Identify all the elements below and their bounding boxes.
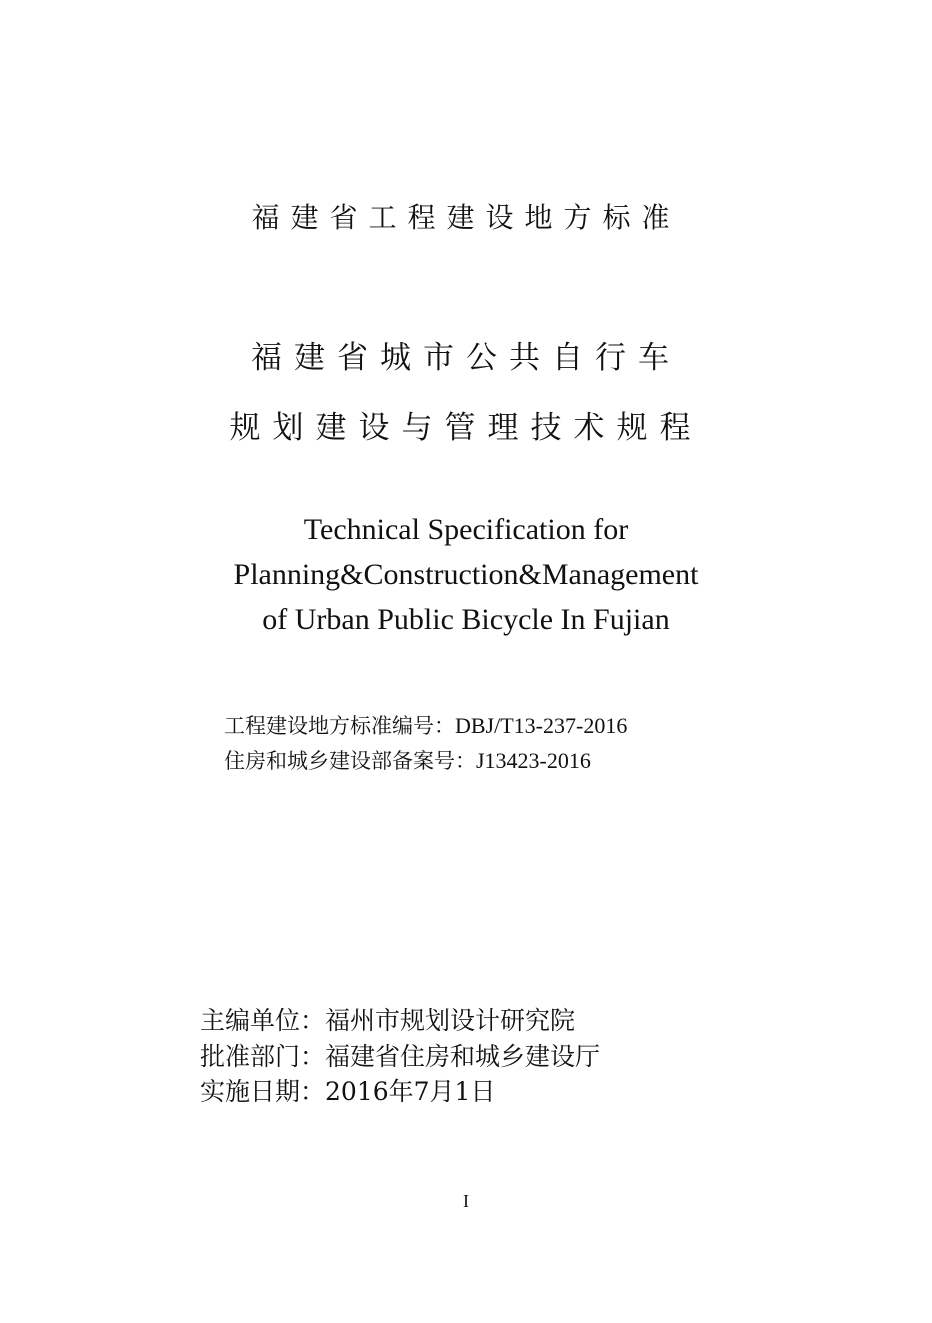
standard-number-label: 工程建设地方标准编号： — [224, 714, 455, 738]
implementation-date — [200, 1075, 495, 1109]
approval-department — [200, 1040, 600, 1074]
standard-number — [224, 711, 627, 741]
english-title-line-3: of Urban Public Bicycle In Fujian — [262, 603, 670, 636]
chief-editor — [200, 1004, 575, 1038]
chief-editor-label: 主编单位： — [200, 1006, 326, 1035]
standard-number-value: DBJ/T13-237-2016 — [455, 713, 628, 738]
chinese-title-line-1: 福建省城市公共自行车 — [251, 340, 681, 376]
english-title-line-1: Technical Specification for — [303, 513, 629, 546]
series-title: 福建省工程建设地方标准 — [251, 201, 681, 234]
filing-number-value: J13423-2016 — [476, 748, 591, 773]
chief-editor-value: 福州市规划设计研究院 — [325, 1006, 576, 1035]
filing-number — [224, 746, 591, 776]
filing-number-label: 住房和城乡建设部备案号： — [224, 749, 476, 773]
approval-department-value: 福建省住房和城乡建设厅 — [325, 1042, 601, 1071]
chinese-title-line-2: 规划建设与管理技术规程 — [229, 410, 703, 446]
implementation-date-label: 实施日期： — [200, 1077, 326, 1106]
page-number: I — [463, 1191, 469, 1211]
approval-department-label: 批准部门： — [200, 1042, 326, 1071]
english-title-line-2: Planning&Construction&Management — [233, 558, 699, 591]
implementation-date-value: 2016年7月1日 — [325, 1077, 496, 1106]
